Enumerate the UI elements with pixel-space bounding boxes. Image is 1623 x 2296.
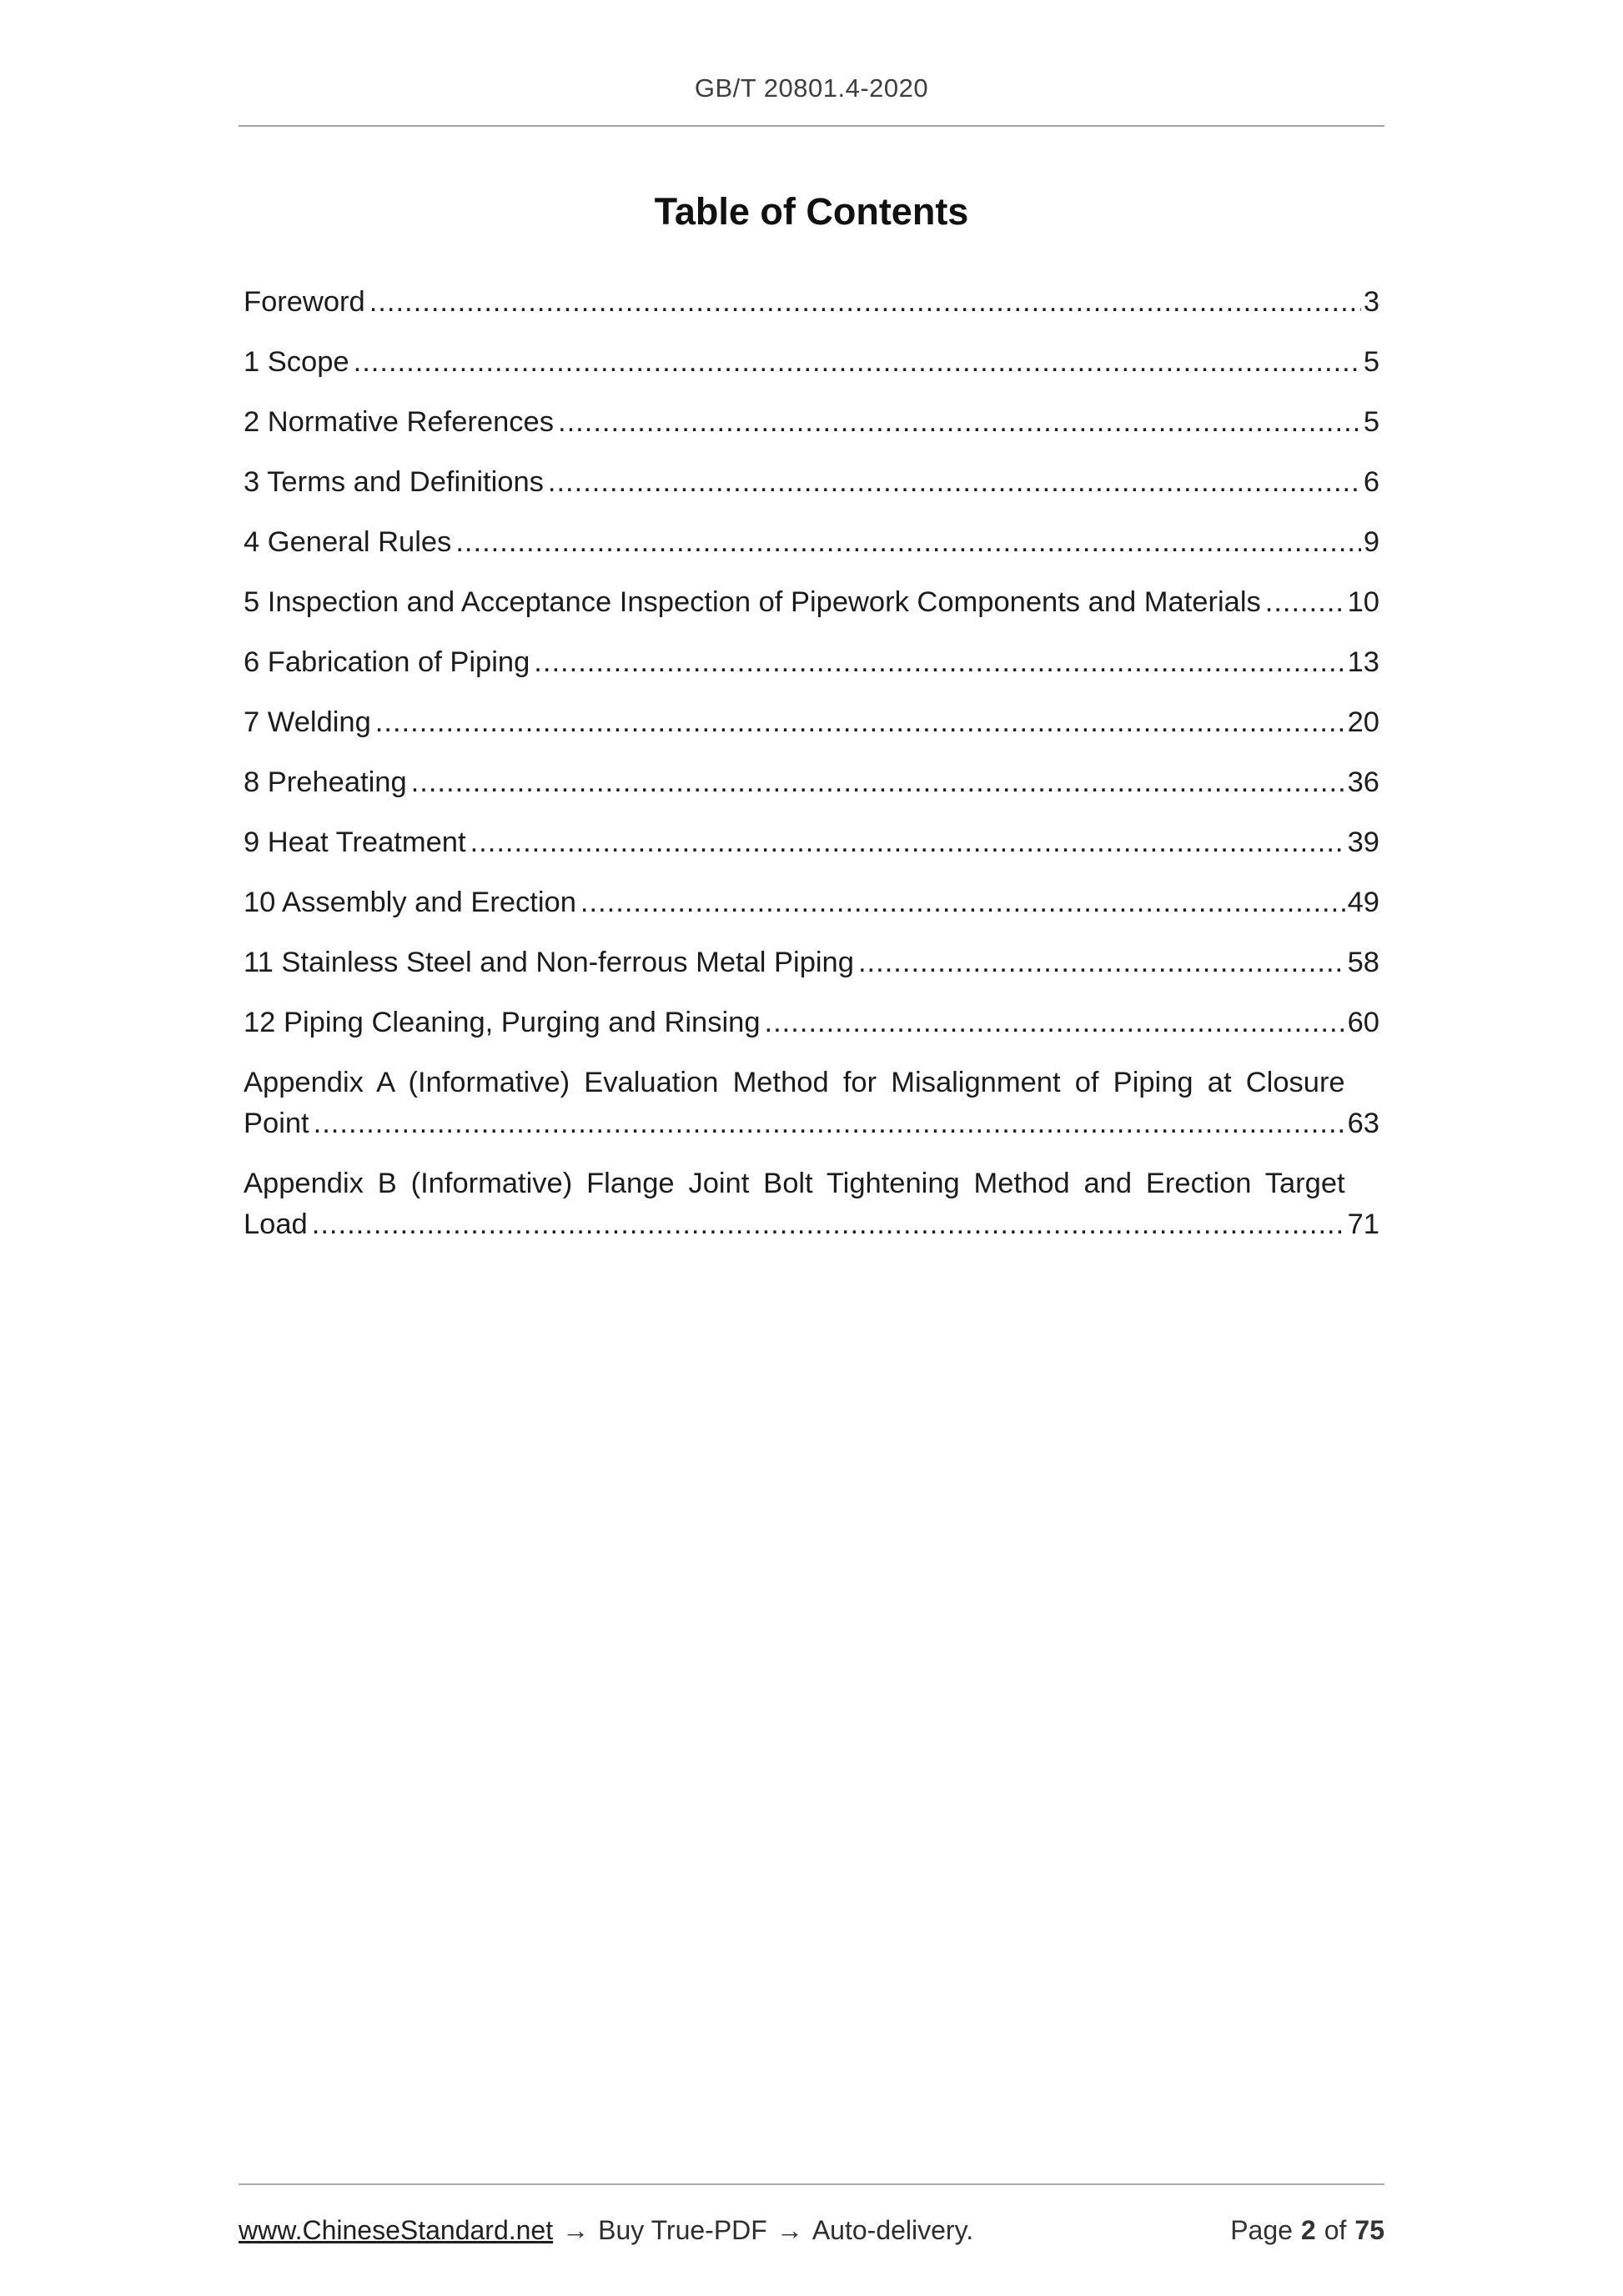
toc-entry-label: 6 Fabrication of Piping ..... [244,642,1345,683]
toc-entry [244,762,1379,803]
toc-entry-label: 9 Heat Treatment ..... [244,822,1345,863]
document-footer [239,2183,1384,2246]
toc-entry [244,1063,1379,1144]
toc-entry-page: 13 [1347,646,1379,678]
toc-entry-page: 39 [1347,826,1379,858]
arrow-icon: → [776,2215,803,2245]
toc-entry [244,702,1379,743]
toc-entry-page: 6 [1363,466,1379,498]
toc-entry-page: 10 [1347,586,1379,618]
page-indicator [1230,2215,1384,2246]
toc-entry-page: 71 [1347,1208,1379,1240]
toc-entry-label: 12 Piping Cleaning, Purging and Rinsing ..... [244,1002,1345,1043]
chinesestandard-link[interactable]: www.ChineseStandard.net [239,2215,554,2245]
toc-entry-page: 36 [1347,766,1379,798]
footer-row [239,2185,1384,2246]
toc-entry-label: 1 Scope ..... [244,342,1361,383]
toc-entry-label: 2 Normative References ..... [244,402,1361,443]
toc-entry [244,642,1379,683]
toc-entry [244,522,1379,563]
toc-entry-label: 7 Welding ..... [244,702,1345,743]
toc-entry [244,282,1379,323]
toc-entry [244,582,1379,623]
toc-entry [244,882,1379,923]
toc-content [0,190,1623,1245]
toc-entry-label: 11 Stainless Steel and Non-ferrous Metal Piping ..... [244,942,1345,983]
toc-entry [244,402,1379,443]
toc-entry-label: Appendix A (Informative) Evaluation Method for Misalignment of Piping at Closure Point ..... [244,1063,1345,1144]
toc-entry-page: 60 [1347,1007,1379,1038]
document-number: GB/T 20801.4-2020 [694,73,929,103]
page-indicator-current: 2 [1300,2215,1316,2245]
table-of-contents [244,282,1379,1245]
toc-entry [244,1002,1379,1043]
toc-entry-label: 10 Assembly and Erection ..... [244,882,1345,923]
toc-entry-label: 5 Inspection and Acceptance Inspection of Pipework Components and Materials ..... [244,582,1345,623]
toc-entry-label: Foreword ..... [244,282,1361,323]
toc-entry-label: 3 Terms and Definitions ..... [244,462,1361,503]
toc-entry [244,342,1379,383]
toc-entry-page: 20 [1347,706,1379,738]
toc-entry-label: 8 Preheating ..... [244,762,1345,803]
footer-delivery-text: Auto-delivery. [812,2215,974,2245]
toc-entry [244,1163,1379,1245]
document-header [0,0,1623,127]
page-indicator-of: of [1324,2215,1347,2245]
toc-entry [244,822,1379,863]
toc-entry-page: 63 [1347,1108,1379,1139]
footer-info [239,2215,973,2246]
toc-entry-label: 4 General Rules ..... [244,522,1361,563]
footer-buy-text: Buy True-PDF [598,2215,767,2245]
header-divider [239,125,1384,127]
toc-entry-page: 49 [1347,887,1379,918]
arrow-icon: → [562,2215,590,2245]
page-indicator-prefix: Page [1230,2215,1293,2245]
toc-entry-page: 9 [1363,526,1379,558]
page-title: Table of Contents [654,190,969,233]
toc-entry-label: Appendix B (Informative) Flange Joint Bolt Tightening Method and Erection Target Load ..... [244,1163,1345,1245]
page-indicator-total: 75 [1354,2215,1384,2245]
toc-entry-page: 3 [1363,286,1379,318]
toc-entry [244,942,1379,983]
toc-entry-page: 58 [1347,947,1379,978]
toc-entry-page: 5 [1363,406,1379,438]
toc-entry [244,462,1379,503]
toc-entry-page: 5 [1363,346,1379,378]
